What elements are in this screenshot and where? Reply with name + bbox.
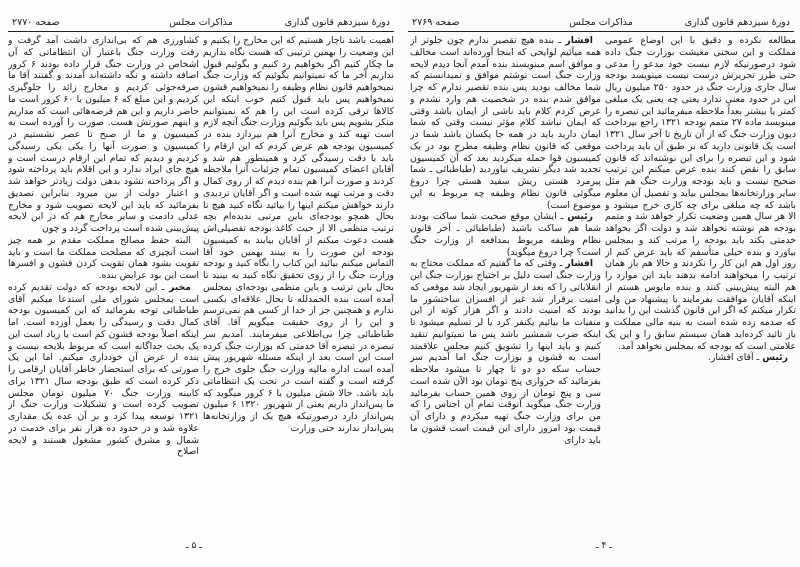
paragraph-text: ـ وقتی که ما گفتیم که مملکت محتاج به وزارت جنگ است دلیل بر احتیاج بوزارت جنگ این انقلاباتی را که بعد از شهریور ایجاد شد موقعی که امنیت برقرار شد غیر از افسران ساحتشور ما بودند که امنیت دادند و اگر هزار کوته از این منفیات ما بیائیم یکنفر کرد یا لر تسلیم میشود تا اینکه ضرب شمشیر باشد پس ما نمیتوانیم تنقید کنیم و باید اینها را تشویق کنیم مجلس علاقمند است به قشون و بوزارت جنگ اما آمدیم سر حساب سکه دو دو تا چهار تا میشود ملاحظه بفرمائید که خرواری پنج تومان بود الآن شده است سی و پنج تومان از روی همین حساب بفرمائید وزارت جنگ میگوید آنوقت تمام آن اجناس را که من برای وزارت جنگ تهیه میکردم و دارای آن قیمت بود امروز دارای این قیمت است قشون ما باید دارای — [410, 258, 601, 446]
page-footer-number: ـ ۵ ـ — [186, 541, 202, 551]
page-2769 — [400, 0, 800, 567]
page-footer-number: ـ ۴ ـ — [596, 541, 612, 551]
paragraph-text: ـ بنده هیچ تقصیر ندارم چون جلوتر از همه میآئیم لوایحی که اینجا آورده‌اند است مخالف و موافق اسم مینویسند بنده آمدم آنجا دیدم لایحه وزارت جنگ است نوشتم موافق و نمیدانستم که شما مخالف بودید پس بنده تقصیر ندارم که چرا موافق شدم بنده در شخصیت هم وارد نشدم و عرض کردم کلام باید ناشی از ایمان باشد وقتی که ایمان نباشد کلام مؤثر نیست وقتی که شما ایمان دارید باید در همه جا یکسان باشد شما در موقعی که قانون نظام وظیفه مطرح بود در یک کمیسیون قوا حمله میکردید بعد که آن کمیسیون تجدید شد دیگر تشریف نیاوردید (طباطبائی ـ شما پیرمرد هستی ریش سفید هستی چرا دروغ میگوئی قانون نظام وظیفه چه مربوط به این موضوع است) — [410, 35, 601, 211]
text-column-right — [605, 35, 796, 535]
paragraph — [8, 35, 199, 235]
paragraph-text: ـ این لایحه بودجه که دولت تقدیم کرده است بمجلس شورای ملی استدعا میکنم آقای طباطبائی توجه بفرمائید که این کمیسیون بودجه کمال دقت و رسیدگی را بعمل آورده است. اما اینکه اصلاً بودجه قشون کم است یا زیاد است این یک بحث جداگانه است که مربوط بلایحه نیست و بنده از عرض آن خودداری میکنم. اما این یک صورتی که برای استحضار خاطر آقایان ارقامی را ذکر کرده است که طبق بودجه سال ۱۳۲۱ برای کابینه وزارت جنگ ۷۰ میلیون تومان مجلس تصویب کرده است و تشکیلات وزارت جنگ از ۱۳۲۱ توسعه پیدا کرد و بر آن عده یک مقداری علاوه شد و در حدود ده هزار نفر برای خدمت در شمال و مشرق کشور مشغول هستند و لایحه اصلاح — [8, 281, 199, 458]
header-page-number: صفحه ۲۷۶۹ — [412, 17, 460, 28]
speaker-name: افشار — [565, 35, 593, 46]
header-period: دورهٔ سیزدهم قانون گذاری — [684, 17, 790, 28]
paragraph-text: اهمیت باشد ناچار هستیم که این مخارج را بکنیم و این وضعیت را بهمین ترتیبی که هست نگاه بداریم ما چکار کنیم اگر بخواهیم رد کنیم و بگوئیم قبول نداریم آخر ما که نمیتوانیم بگوئیم که وزارت جنگ نمیخواهیم قانون نظام وظیفه را نمیخواهیم قشون نمیخواهیم پس باید قبول کنیم خوب اینکه این کالاها ترقی کرده است این را هم که نمیتوانیم منکر بشویم پس باید بگوئیم وزارت جنگ آنچه لازم است تهیه کند و مخارج آنرا هم بپردازد بنده در کمیسیون بودجه هم عرض کردم که این ارقام را باید با دقت رسیدگی کرد و همینطور هم شد و آقایان اعضای کمیسیون تمام جزئیات آنرا ملاحظه کردند و صورت آنرا هم بنده دیدم که از روی کمال دقت و مرتب تهیه شده است و اگر آقایان تردیدی دارند خواهش میکنم اینها را بیائید نگاه کنید هیچ تا بحال همچو بودجه‌ای باین مرتبی ندیده‌ام بچه ترتیب منظمی الا از حیث کاغذ بودجه تفصیلی‌اش هست دعوت میکنم از آقایان بیایند به کمیسیون بودجه این صورت را به بینند بهمین خود آقا التماس میکنم بیائید این کتاب را نگاه کنید و بودجه وزارت جنگ را از روی تحقیق نگاه کنید به بینید تا بحال باین ترتیب و باین منظمی بودجه‌ای بمجلس آمده است بنده الحمدلله تا بحال علاقه‌ای بکسی ندارم و همچنین جز از خدا از کسی هم نمی‌ترسم و این را از روی حقیقت میگویم آقا. آقای طباطبائی چرا بی‌اطلاعی میفرمایند. آمدیم سر تبصره در تبصره آقا خدمتی که بوزارت جنگ کرده است این است بعد از اینکه مسئله شهریور پیش آمده است اداره مالیه وزارت جنگ جلوی خرج را گرفته است و گفته است در تحت یک انتظاماتی باید باشد. حالا شش میلیون یا ۶ کرور میگوید که ما پس‌انداز داریم یعنی از شهریور ۱۳۲۰ ۶ میلیون پس‌انداز دارد درصورتیکه هیچ یک از وزارتخانه‌ها پس‌انداز ندارند حتی وزارت — [203, 35, 394, 434]
paragraph-text: ـ آقای افشار. — [707, 352, 760, 364]
text-column-left — [8, 35, 199, 535]
header-page-number: صفحه ۲۷۷۰ — [12, 17, 60, 28]
paragraph-text: کشاورزی هم که بی‌اندازی داشت آمد گرفت و رفت وزارت جنگ باعتبار آن انتظاماتی که آن اشخاص در وزارت جنگ قرار داده بودند ۶ کرور اضافه داشته و نگه داشته‌اند آمدند و گفتند آقا ما صرفه‌جوئی کردیم و مخارج زائد را جلوگیری کردیم و این مبلغ که ۶ میلیون یا ۶۰ کرور است ما حاضر داریم و این هم قرضه‌هائی است که مداریم و اینهم صورتش هست. صورت را آورده است به کمیسیون و ما از صبح تا عصر نشستیم در کمیسیون و صورت آنها را یکی یکی رسیدگی کردیم و دیدیم که تمام این ارقام درست است و هیچ جای ایراد ندارد و این اقلام باید پرداخته شود و اگر پرداخته نشود بدهی دولت زیادتر خواهد شد و اعتبار دولت از بین میرود بنابراین تصدیق بفرمائید که باید این لایحه تصویب شود و مخارج عدلی دادمت و سایر مخارج هم که در این لایحه پیش‌بینی شده است پرداخت گردد و چون — [8, 35, 199, 234]
header-period: دورهٔ سیزدهم قانون گذاری — [284, 17, 390, 28]
paragraph — [410, 35, 601, 211]
speaker-name: افشار — [565, 258, 593, 270]
header-title: مذاکرات مجلس — [169, 17, 233, 28]
paragraph — [203, 35, 394, 435]
text-column-right — [203, 35, 394, 535]
paragraph — [8, 282, 199, 458]
paragraph-text: البته حفظ مصالح مملکت مقدم بر همه چیز است آنچیزی که مصلحت مملکت ما است و باید تقویت بشود همان تقویت کردن قشون و افسرها است این بود عرایض بنده. — [8, 234, 199, 281]
paragraph — [410, 211, 601, 258]
page-header — [8, 15, 394, 32]
paragraph — [605, 352, 796, 364]
text-column-left — [410, 35, 601, 533]
paragraph — [8, 235, 199, 282]
paragraph — [605, 35, 796, 352]
page-header — [408, 15, 794, 32]
paragraph-text: مطالعه نکرده و دقیق با این اوضاع عمومی مملکت و این سختی معیشت بوزارت جنگ داده شود درصورتیکه لازم نیست خود مدعو را مدعی حتی طرز تحریرش درست نیست مینویسد بودجه سال جاری وزارت جنگ در حدود ۲۵۰ میلیون ریال این در حدود معنی ندارد یعنی چه یعنی یک مبلغی کمتر یا بیشتر بعداً ملاحظه میفرمائید این تبصره را مینویسد ماده ۲۷ متمم بودجه ۱۳۲۱ راجع بپرداخت دیون وزارت جنگ که از آن تاریخ تا آخر سال ۱۳۲۱ است یک قانونی دارید که بر طبق آن باید پرداخت شود و این تبصره را برای این نوشته‌اند که قانون سابق را نقض کنند بنده عرض میکنم این ترتیب صحیح نیست و باید بودجه وزارت جنگ هم مثل سایر وزارتخانه‌ها بمجلس بیاید و تفصیل آن معلوم باشد که چه مبلغی برای چه کاری خرج میشود و الا هر سال همین وضعیت تکرار خواهد شد و متمم بودجه هم نوشته نخواهد شد و دولت اگر بخواهد خدمتی بکند باید بودجه را مرتب کند و بمجلس بیاورد و بنده خیلی متأسفم که باید عرض کنم از روز اول هم این کار را نکردند و حالا هم باز همان ترتیب را میخواهند ادامه بدهند باید این موارد را هم البته پیش‌بینی کنند و بنده مایوس هستم از اینکه آقایان موافقت بفرمایند با پیشنهاد من ولی تکرار میکنم که اگر این قانون گذشت این را بدانید که صدمه زده شده است به بنیه مالی مملکت و باز تائید کرده‌اید همان سیستم سابق را و این یک علامتی است که بودجه که بمجلس نخواهد آمد. — [605, 35, 796, 352]
paragraph-text: ـ ایشان موقع صحبت شما ساکت بودند شما هم ساکت باشید (طباطبائی ـ آخر قانون نظام وظیفه مربوط بمدافعه از وزارت جنگ است؟ چرا دروغ میگوید) — [410, 211, 601, 258]
speaker-name: رئیس — [567, 211, 593, 223]
speaker-name: رئیس — [762, 352, 788, 364]
paragraph — [410, 258, 601, 446]
header-title: مذاکرات مجلس — [569, 17, 633, 28]
speaker-name: مخبر — [168, 281, 191, 293]
